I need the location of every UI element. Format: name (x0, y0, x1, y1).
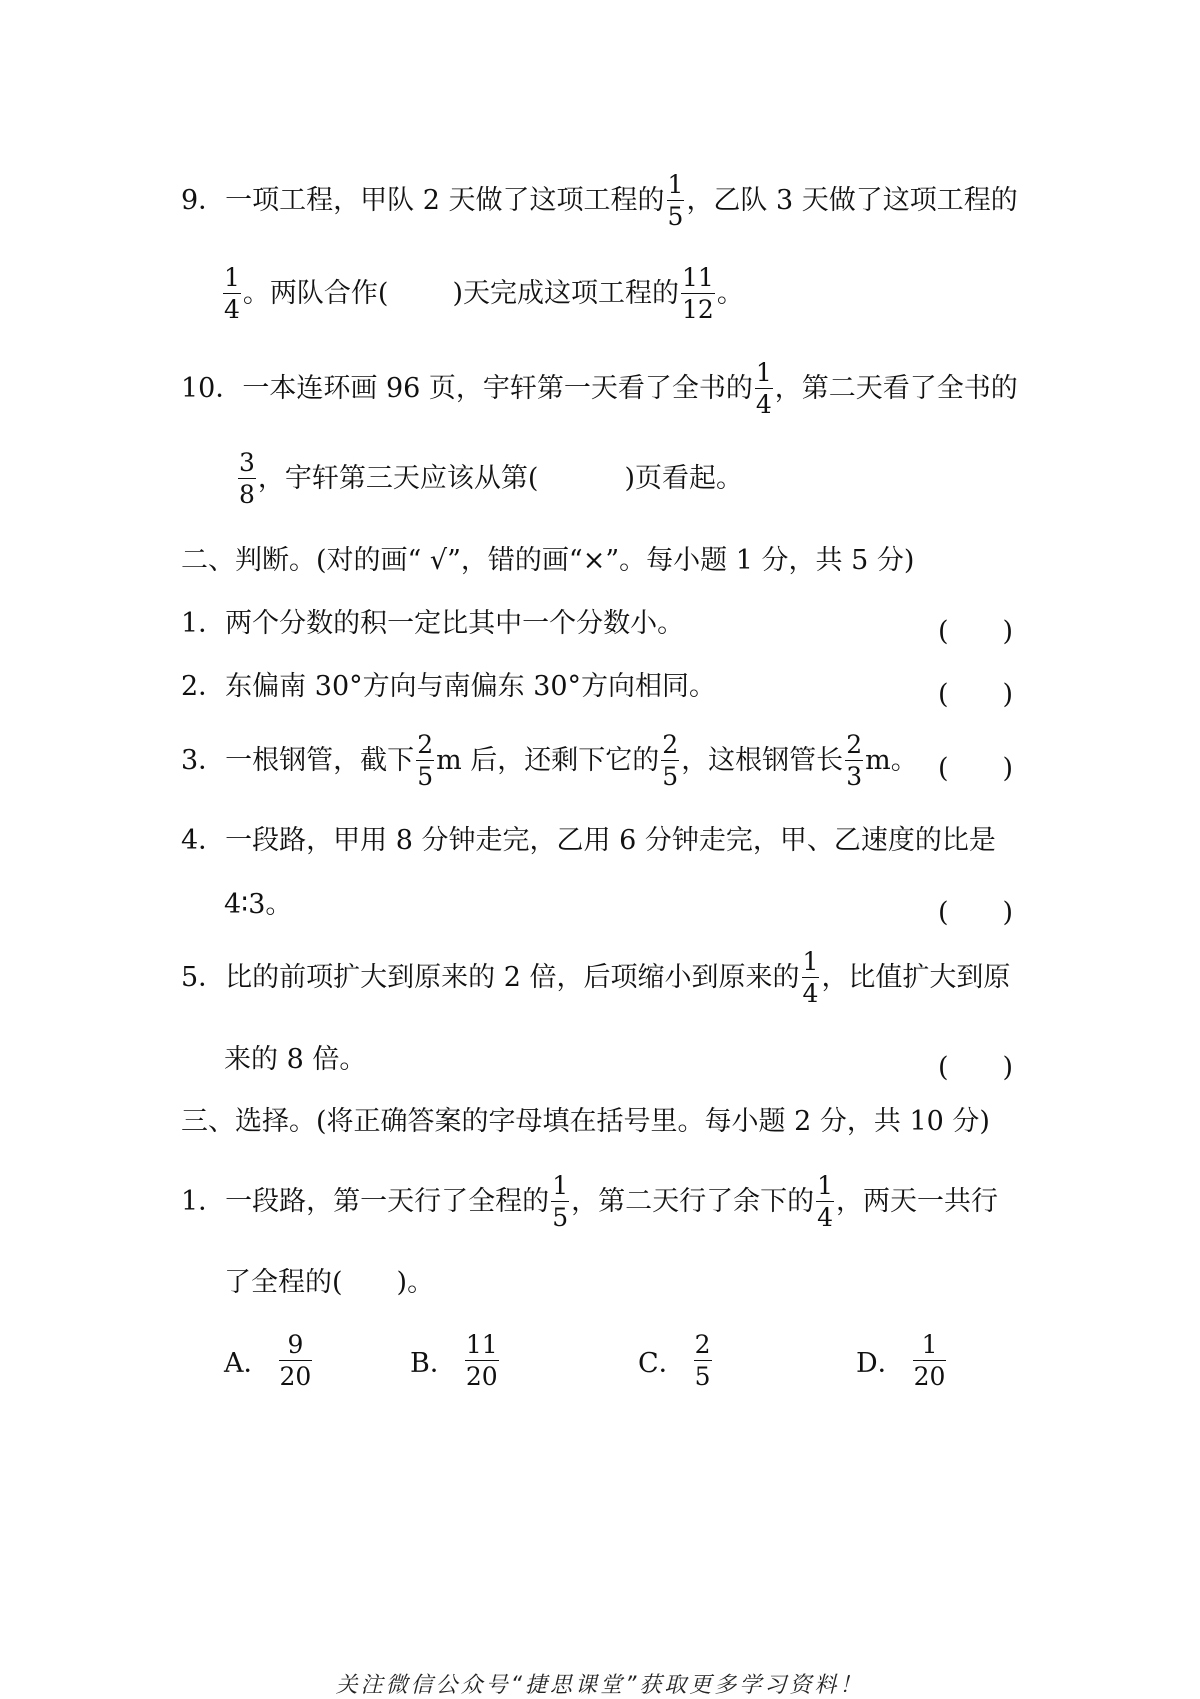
choice-q1-text-c: ，两天一共行 (836, 1185, 998, 1217)
judge-item-3 (181, 730, 918, 790)
option-a-fraction: $\frac{9}{20}$ (279, 1330, 312, 1391)
choice-q1-line2: 了全程的( )。 (224, 1266, 435, 1298)
footer-note: 关注微信公众号“捷思课堂”获取更多学习资料！ (335, 1673, 865, 1698)
judge-item-3-answer[interactable]: ( ) (938, 753, 1014, 784)
option-b-label: B． (410, 1348, 457, 1379)
q10-text-b: ，第二天看了全书的 (774, 372, 1018, 404)
judge-item-3-text-d: m。 (865, 744, 918, 776)
option-c-fraction: $\frac{2}{5}$ (694, 1330, 711, 1391)
q9-text-b: ，乙队 3 天做了这项工程的 (686, 184, 1018, 216)
judge-item-4-line1: 4．一段路，甲用 8 分钟走完，乙用 6 分钟走完，甲、乙速度的比是 (181, 824, 996, 856)
judge-item-1-answer[interactable]: ( ) (938, 616, 1014, 647)
q10-fraction-2: $\frac{3}{8}$ (239, 447, 255, 509)
judge-item-5-line2: 来的 8 倍。 (224, 1043, 367, 1075)
choice-q1-line1 (181, 1171, 998, 1231)
judge-item-3-fraction-1: $\frac{2}{5}$ (417, 729, 434, 791)
judge-item-5-line1 (181, 947, 1010, 1007)
choice-q1-option-c[interactable] (638, 1332, 714, 1389)
judge-item-3-text-c: ，这根钢管长 (681, 744, 844, 776)
q9-text-e: 。 (716, 277, 744, 309)
judge-item-5-text-b: ，比值扩大到原 (821, 961, 1011, 993)
q9-line1 (181, 170, 1018, 230)
option-c-label: C． (638, 1348, 686, 1379)
judge-item-2-answer[interactable]: ( ) (938, 679, 1014, 710)
judge-item-3-text-a: 3．一根钢管，截下 (181, 744, 415, 776)
choice-q1-text-b: ，第二天行了余下的 (571, 1185, 815, 1217)
q10-text-a: 10．一本连环画 96 页，宇轩第一天看了全书的 (181, 372, 753, 404)
choice-q1-text-a: 1．一段路，第一天行了全程的 (181, 1185, 550, 1217)
section3-heading: 三、选择。(将正确答案的字母填在括号里。每小题 2 分，共 10 分) (181, 1105, 990, 1137)
q10-text-d: )页看起。 (624, 462, 743, 494)
q9-fraction-3: $\frac{11}{12}$ (682, 262, 714, 324)
choice-q1-option-a[interactable] (224, 1332, 314, 1389)
q9-fraction-2: $\frac{1}{4}$ (224, 262, 240, 324)
judge-item-3-text-b: m 后，还剩下它的 (436, 744, 660, 776)
judge-item-3-fraction-3: $\frac{2}{3}$ (846, 729, 863, 791)
option-a-label: A． (224, 1348, 271, 1379)
q10-line2 (236, 448, 743, 508)
q9-text-d: )天完成这项工程的 (452, 277, 679, 309)
judge-item-5-answer[interactable]: ( ) (938, 1052, 1014, 1083)
judge-item-5-text-a: 5．比的前项扩大到原来的 2 倍，后项缩小到原来的 (181, 961, 800, 993)
q10-fraction-1: $\frac{1}{4}$ (755, 357, 772, 419)
option-d-fraction: $\frac{1}{20}$ (913, 1330, 946, 1391)
choice-q1-option-d[interactable] (856, 1332, 948, 1389)
option-d-label: D． (856, 1348, 905, 1379)
option-b-fraction: $\frac{11}{20}$ (465, 1330, 498, 1391)
judge-item-3-fraction-2: $\frac{2}{5}$ (662, 729, 679, 791)
judge-item-5-fraction: $\frac{1}{4}$ (802, 946, 819, 1008)
choice-q1-fraction-2: $\frac{1}{4}$ (817, 1170, 833, 1232)
judge-item-4-line2: 4∶3。 (224, 888, 293, 920)
q10-line1 (181, 358, 1018, 418)
q10-text-c: ，宇轩第三天应该从第( (257, 462, 539, 494)
choice-q1-fraction-1: $\frac{1}{5}$ (552, 1170, 569, 1232)
q9-text-c: 。两队合作( (242, 277, 389, 309)
choice-q1-option-b[interactable] (410, 1332, 501, 1389)
judge-item-1: 1．两个分数的积一定比其中一个分数小。 (181, 607, 685, 639)
judge-item-4-answer[interactable]: ( ) (938, 897, 1014, 928)
judge-item-2: 2．东偏南 30°方向与南偏东 30°方向相同。 (181, 670, 717, 702)
q9-text-a: 9．一项工程，甲队 2 天做了这项工程的 (181, 184, 665, 216)
section2-heading: 二、判断。(对的画“ √”，错的画“×”。每小题 1 分，共 5 分) (181, 544, 915, 576)
q9-fraction-1: $\frac{1}{5}$ (667, 169, 684, 231)
q9-line2 (221, 263, 744, 323)
